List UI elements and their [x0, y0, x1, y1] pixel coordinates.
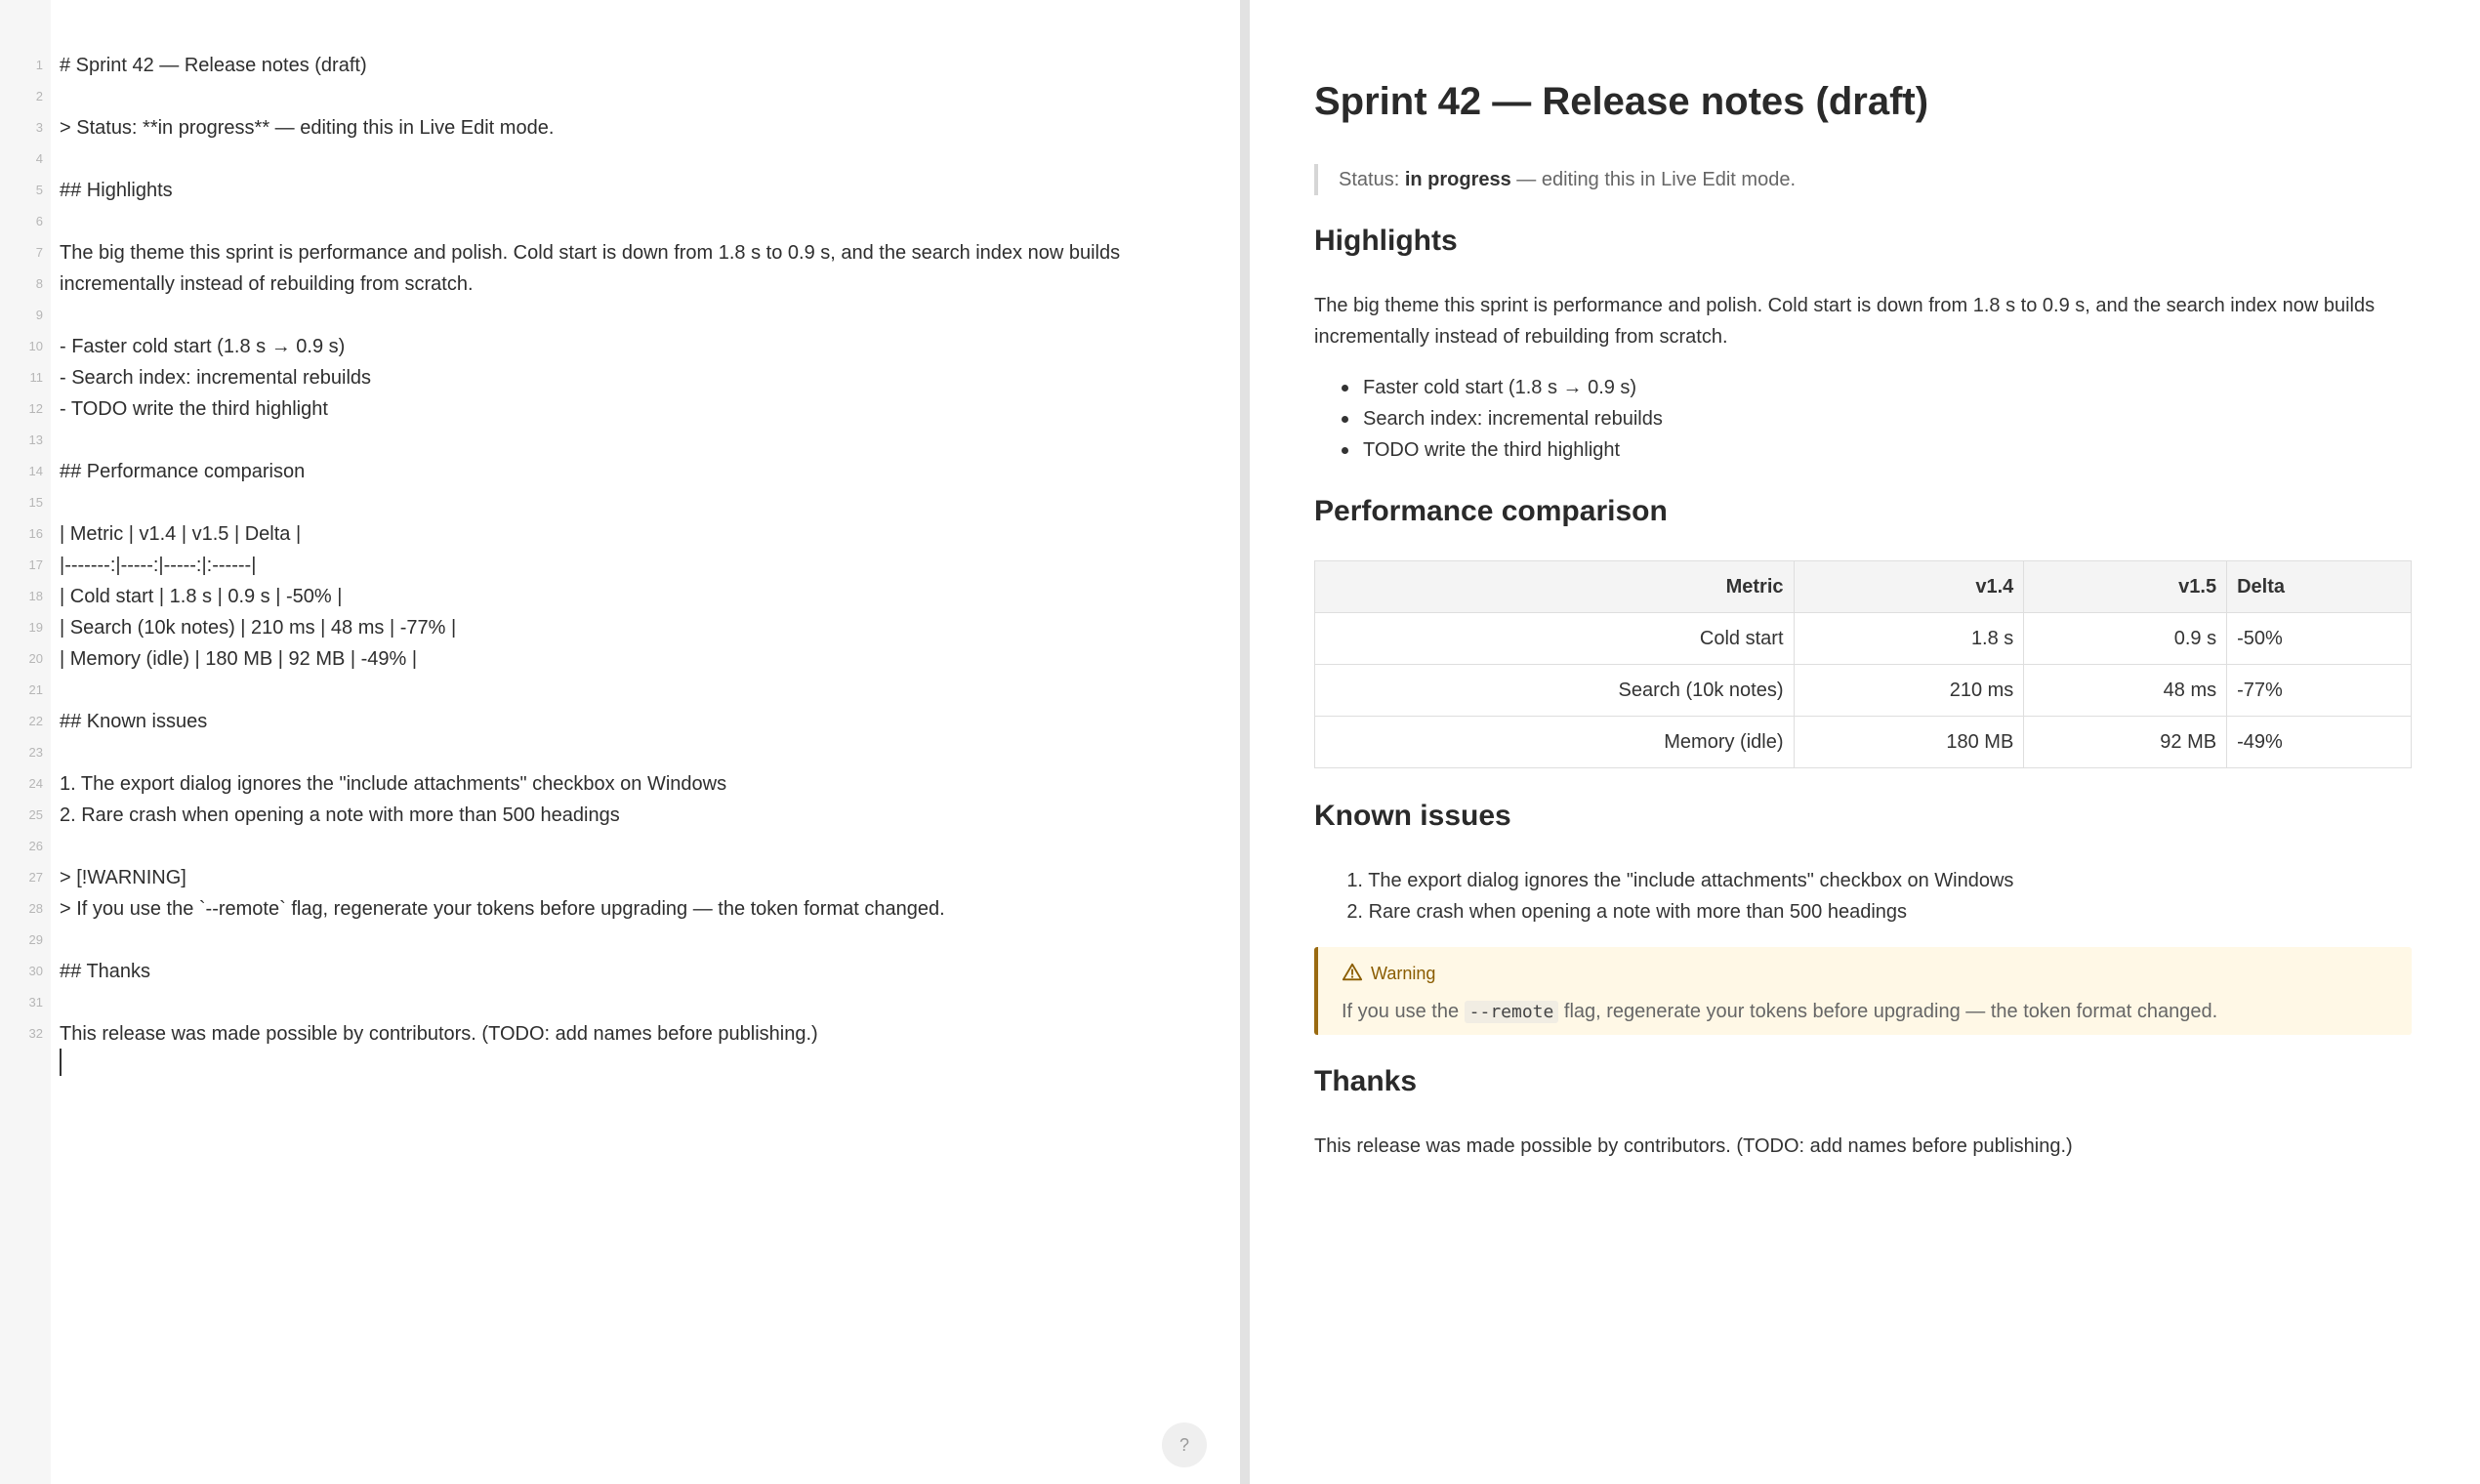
editor-line[interactable]: > Status: **in progress** — editing this in Live Edit mode. — [60, 117, 555, 139]
preview-pane — [1250, 0, 2480, 1484]
line-number: 28 — [28, 901, 43, 916]
editor-line[interactable]: incrementally instead of rebuilding from scratch. — [60, 273, 474, 295]
line-number: 11 — [29, 370, 43, 385]
line-number: 31 — [28, 995, 43, 1010]
pane-divider[interactable] — [1240, 0, 1250, 1484]
list-item — [1314, 896, 2013, 928]
warning-text-after: flag, regenerate your tokens before upgrading — the token format changed. — [1558, 1001, 2218, 1022]
line-number: 30 — [28, 964, 43, 978]
table-cell: -77% — [2227, 665, 2412, 717]
page-title: Sprint 42 — Release notes (draft) — [1314, 80, 1929, 123]
line-number: 24 — [28, 776, 43, 791]
status-blockquote — [1314, 164, 1796, 195]
table-cell: Cold start — [1315, 613, 1795, 665]
line-number: 4 — [35, 151, 43, 166]
line-number: 9 — [35, 308, 43, 322]
line-number: 16 — [28, 526, 43, 541]
status-bold: in progress — [1404, 169, 1511, 190]
table-header-row — [1315, 561, 2412, 613]
editor-line[interactable]: ## Highlights — [60, 180, 173, 201]
warning-callout — [1314, 947, 2412, 1035]
line-number: 18 — [28, 589, 43, 603]
warning-text-before: If you use the — [1342, 1001, 1465, 1022]
editor-line[interactable]: - TODO write the third highlight — [60, 398, 328, 420]
editor-line[interactable]: > If you use the `--remote` flag, regenerate your tokens before upgrading — the token format changed. — [60, 898, 945, 920]
status-prefix: Status: — [1339, 169, 1405, 190]
line-number: 6 — [35, 214, 43, 228]
editor-line[interactable]: | Search (10k notes) | 210 ms | 48 ms | -77% | — [60, 617, 457, 639]
table-row — [1315, 665, 2412, 717]
list-item — [1314, 865, 2013, 896]
table-cell: -49% — [2227, 717, 2412, 768]
performance-table — [1314, 560, 2412, 768]
heading-known-issues: Known issues — [1314, 800, 1511, 832]
list-item: Faster cold start (1.8 s → 0.9 s) — [1314, 372, 1663, 403]
warning-icon — [1342, 962, 1363, 983]
table-cell: 180 MB — [1794, 717, 2024, 768]
line-number: 7 — [35, 245, 43, 260]
table-header: Delta — [2227, 561, 2412, 613]
inline-code: --remote — [1465, 1001, 1559, 1023]
table-cell: 0.9 s — [2024, 613, 2227, 665]
table-cell: -50% — [2227, 613, 2412, 665]
editor-line[interactable]: > [!WARNING] — [60, 867, 186, 888]
line-number: 3 — [35, 120, 43, 135]
table-cell: 210 ms — [1794, 665, 2024, 717]
line-number-gutter — [0, 0, 51, 1484]
editor-line[interactable]: ## Performance comparison — [60, 461, 306, 482]
line-number: 14 — [28, 464, 43, 478]
editor-line[interactable]: - Faster cold start (1.8 s → 0.9 s) — [60, 336, 346, 357]
line-number: 13 — [28, 433, 43, 447]
table-header: v1.4 — [1794, 561, 2024, 613]
heading-performance: Performance comparison — [1314, 495, 1668, 527]
editor-line[interactable]: | Metric | v1.4 | v1.5 | Delta | — [60, 523, 302, 545]
list-item-text: The export dialog ignores the "include attachments" checkbox on Windows — [1368, 870, 2014, 891]
list-number: 2. — [1346, 901, 1363, 923]
table-cell: 1.8 s — [1794, 613, 2024, 665]
list-item-text: Rare crash when opening a note with more than 500 headings — [1368, 901, 1908, 923]
table-cell: Memory (idle) — [1315, 717, 1795, 768]
line-number: 29 — [28, 932, 43, 947]
status-suffix: — editing this in Live Edit mode. — [1510, 169, 1796, 190]
table-cell: Search (10k notes) — [1315, 665, 1795, 717]
line-number: 27 — [28, 870, 43, 885]
list-item: TODO write the third highlight — [1314, 434, 1663, 466]
line-number: 22 — [28, 714, 43, 728]
editor-line[interactable]: The big theme this sprint is performance and polish. Cold start is down from 1.8 s to 0.9 s, and the search index now builds — [60, 242, 1121, 264]
text-caret — [60, 1049, 62, 1076]
line-number: 21 — [28, 682, 43, 697]
editor-line[interactable]: | Cold start | 1.8 s | 0.9 s | -50% | — [60, 586, 343, 607]
thanks-paragraph: This release was made possible by contributors. (TODO: add names before publishing.) — [1314, 1135, 2073, 1157]
line-number: 25 — [28, 807, 43, 822]
line-number: 10 — [28, 339, 43, 353]
editor-line[interactable]: 2. Rare crash when opening a note with more than 500 headings — [60, 804, 620, 826]
list-number: 1. — [1346, 870, 1363, 891]
editor-line[interactable]: ## Thanks — [60, 961, 151, 982]
table-cell: 48 ms — [2024, 665, 2227, 717]
line-number: 19 — [28, 620, 43, 635]
known-issues-list — [1314, 865, 2013, 928]
line-number: 20 — [28, 651, 43, 666]
highlights-paragraph: The big theme this sprint is performance and polish. Cold start is down from 1.8 s to 0.9 s, and the search index now builds incrementally instead of rebuilding from scratch. — [1314, 295, 2376, 348]
editor-line[interactable]: |-------:|-----:|-----:|:------| — [60, 555, 257, 576]
line-number: 15 — [28, 495, 43, 510]
warning-body — [1342, 996, 2217, 1028]
heading-thanks: Thanks — [1314, 1065, 1418, 1097]
line-number: 32 — [28, 1026, 43, 1041]
line-number: 8 — [35, 276, 43, 291]
highlights-list — [1314, 372, 1663, 466]
line-number: 17 — [28, 557, 43, 572]
help-button[interactable]: ? — [1162, 1422, 1207, 1467]
line-number: 12 — [28, 401, 43, 416]
line-number: 26 — [28, 839, 43, 853]
line-number: 1 — [35, 58, 43, 72]
table-row — [1315, 613, 2412, 665]
editor-line[interactable]: 1. The export dialog ignores the "include attachments" checkbox on Windows — [60, 773, 727, 795]
table-row — [1315, 717, 2412, 768]
warning-title: Warning — [1371, 964, 1436, 983]
table-cell: 92 MB — [2024, 717, 2227, 768]
heading-highlights: Highlights — [1314, 225, 1458, 257]
editor-line[interactable]: - Search index: incremental rebuilds — [60, 367, 372, 389]
editor-line[interactable]: ## Known issues — [60, 711, 208, 732]
editor-line[interactable]: | Memory (idle) | 180 MB | 92 MB | -49% | — [60, 648, 418, 670]
list-item: Search index: incremental rebuilds — [1314, 403, 1663, 434]
line-number: 5 — [35, 183, 43, 197]
table-header: Metric — [1315, 561, 1795, 613]
editor-line[interactable]: This release was made possible by contributors. (TODO: add names before publishing.) — [60, 1023, 818, 1045]
warning-title-row — [1342, 961, 1435, 986]
line-number: 23 — [28, 745, 43, 760]
line-number: 2 — [35, 89, 43, 103]
editor-line[interactable]: # Sprint 42 — Release notes (draft) — [60, 55, 367, 76]
table-header: v1.5 — [2024, 561, 2227, 613]
